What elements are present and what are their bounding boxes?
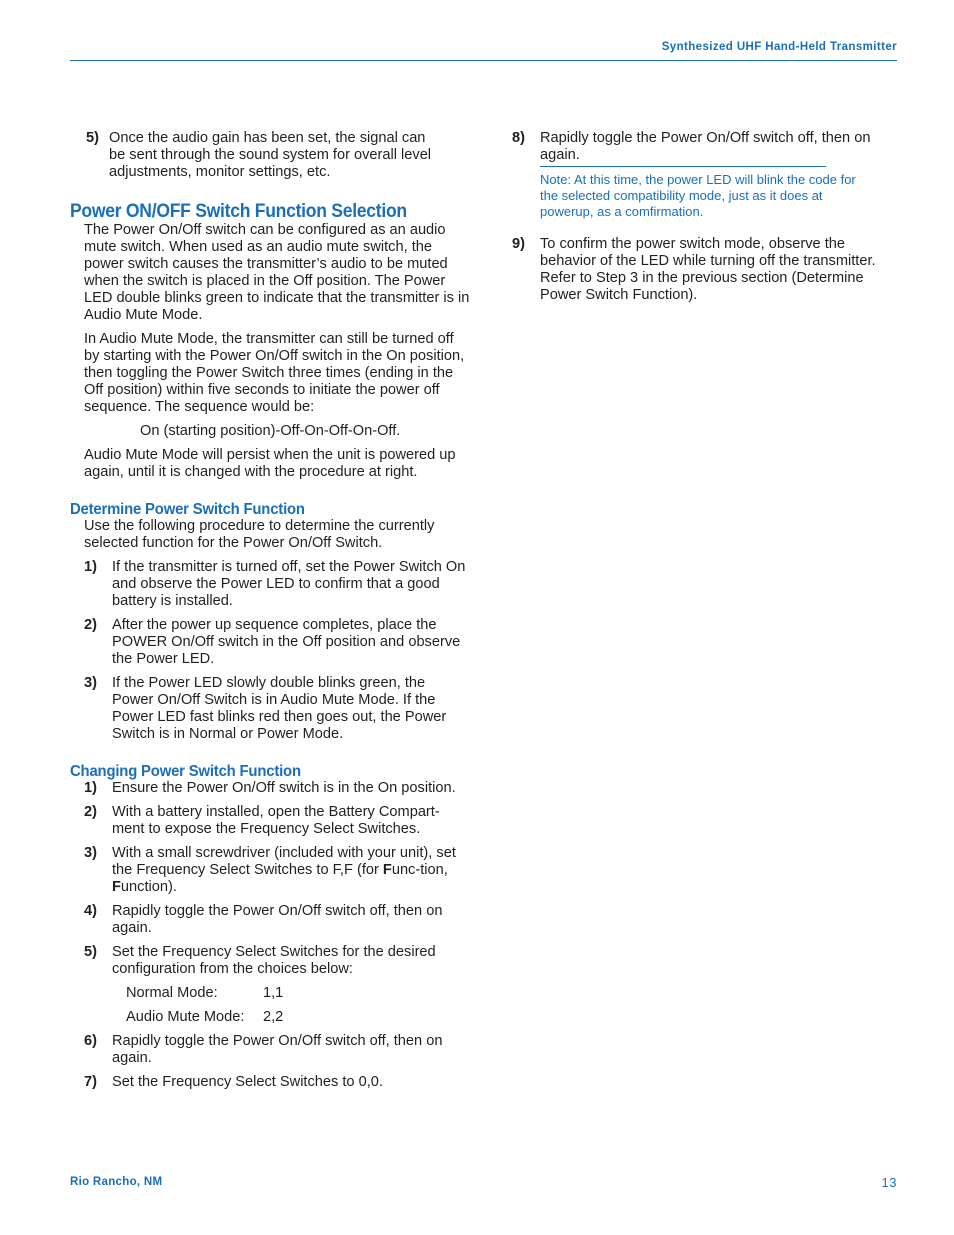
paragraph: In Audio Mute Mode, the transmitter can still be turned off by starting with the Power On/Off switch in the On position, then toggling the Power Switch three times (ending in the Off position) within five seconds to initiate the power off sequence. The sequence would be:	[84, 331, 465, 415]
running-header-title: Synthesized UHF Hand-Held Transmitter	[661, 41, 897, 53]
list-item	[84, 675, 470, 743]
bold-letter: F	[112, 879, 121, 895]
list-number: 2)	[84, 804, 97, 820]
list-number: 2)	[84, 617, 97, 633]
section-heading-determine: Determine Power Switch Function	[70, 501, 305, 518]
list-text: To confirm the power switch mode, observe the behavior of the LED while turning off the transmitter. Refer to Step 3 in the previous section (Determine Power Switch Function).	[540, 236, 876, 303]
list-number: 8)	[512, 130, 525, 146]
bold-letter: F	[382, 862, 392, 878]
list-text: Rapidly toggle the Power On/Off switch off, then on again.	[112, 903, 443, 936]
list-number: 4)	[84, 903, 97, 919]
list-number: 3)	[84, 845, 97, 861]
list-text: If the transmitter is turned off, set the Power Switch On and observe the Power LED to confirm that a good battery is installed.	[112, 559, 466, 609]
list-item	[84, 559, 470, 610]
left-column	[70, 130, 470, 1098]
list-item	[512, 130, 904, 164]
intro-list-item	[86, 130, 470, 181]
list-item	[84, 1033, 470, 1067]
paragraph: Use the following procedure to determine the currently selected function for the Power On/Off Switch.	[84, 518, 435, 551]
mode-value: 1,1	[263, 985, 284, 1001]
switch-sequence: On (starting position)-Off-On-Off-On-Off.	[140, 423, 401, 439]
list-item	[84, 903, 470, 937]
list-text: With a battery installed, open the Battery Compart-ment to expose the Frequency Select Switches.	[112, 804, 440, 837]
list-item	[84, 1074, 470, 1091]
list-text: After the power up sequence completes, place the POWER On/Off switch in the Off position and observe the Power LED.	[112, 617, 461, 667]
list-text: Set the Frequency Select Switches to 0,0.	[112, 1074, 383, 1090]
list-item	[84, 845, 470, 896]
list-item	[84, 617, 470, 668]
list-number: 5)	[86, 130, 99, 146]
list-item	[84, 944, 470, 978]
mode-label: Audio Mute Mode:	[126, 1009, 245, 1025]
list-text: Rapidly toggle the Power On/Off switch off, then on again.	[112, 1033, 443, 1066]
list-text: If the Power LED slowly double blinks green, the Power On/Off Switch is in Audio Mute Mode. If the Power LED fast blinks red then goes out, the Power Switch is in Normal or Power Mode.	[112, 675, 447, 742]
list-item	[512, 236, 904, 304]
list-item	[84, 804, 470, 838]
list-text: Ensure the Power On/Off switch is in the On position.	[112, 780, 456, 796]
list-number: 5)	[84, 944, 97, 960]
right-column	[512, 130, 904, 311]
mode-label: Normal Mode:	[126, 985, 218, 1001]
list-text-part: unc-tion,	[391, 862, 448, 878]
section-body-changing	[84, 780, 470, 1091]
header-rule	[70, 60, 897, 61]
list-number: 1)	[84, 559, 97, 575]
list-text-part: With a small screwdriver (included with your unit), set the Frequency Select Switches to F,F (for	[112, 845, 456, 878]
mode-option-normal	[126, 985, 470, 1002]
section-body-determine	[84, 518, 470, 743]
list-text: Set the Frequency Select Switches for the desired configuration from the choices below:	[112, 944, 436, 977]
list-number: 1)	[84, 780, 97, 796]
section-heading-power-switch: Power ON/OFF Switch Function Selection	[70, 200, 407, 222]
section-heading-changing: Changing Power Switch Function	[70, 763, 301, 780]
list-item	[84, 780, 470, 797]
list-number: 6)	[84, 1033, 97, 1049]
paragraph: Audio Mute Mode will persist when the unit is powered up again, until it is changed with the procedure at right.	[84, 447, 456, 480]
list-text: Once the audio gain has been set, the signal can be sent through the sound system for overall level adjustments, monitor settings, etc.	[109, 130, 432, 180]
footer-location: Rio Rancho, NM	[70, 1176, 163, 1188]
list-text-part: unction).	[120, 879, 177, 895]
mode-option-audio-mute	[126, 1009, 470, 1026]
list-number: 7)	[84, 1074, 97, 1090]
mode-value: 2,2	[263, 1009, 284, 1025]
note-rule	[540, 166, 826, 167]
page-number: 13	[881, 1175, 897, 1190]
paragraph: The Power On/Off switch can be configured as an audio mute switch. When used as an audio mute switch, the power switch causes the transmitter’s audio to be muted when the switch is placed in the Off position. The Power LED double blinks green to indicate that the transmitter is in Audio Mute Mode.	[84, 222, 470, 323]
list-text: Rapidly toggle the Power On/Off switch off, then on again.	[540, 130, 871, 163]
list-number: 3)	[84, 675, 97, 691]
note-text: Note: At this time, the power LED will blink the code for the selected compatibility mode, just as it does at powerup, as a comfirmation.	[540, 172, 856, 219]
section-body-power-switch	[84, 222, 470, 481]
list-number: 9)	[512, 236, 525, 252]
list-text	[112, 845, 470, 896]
